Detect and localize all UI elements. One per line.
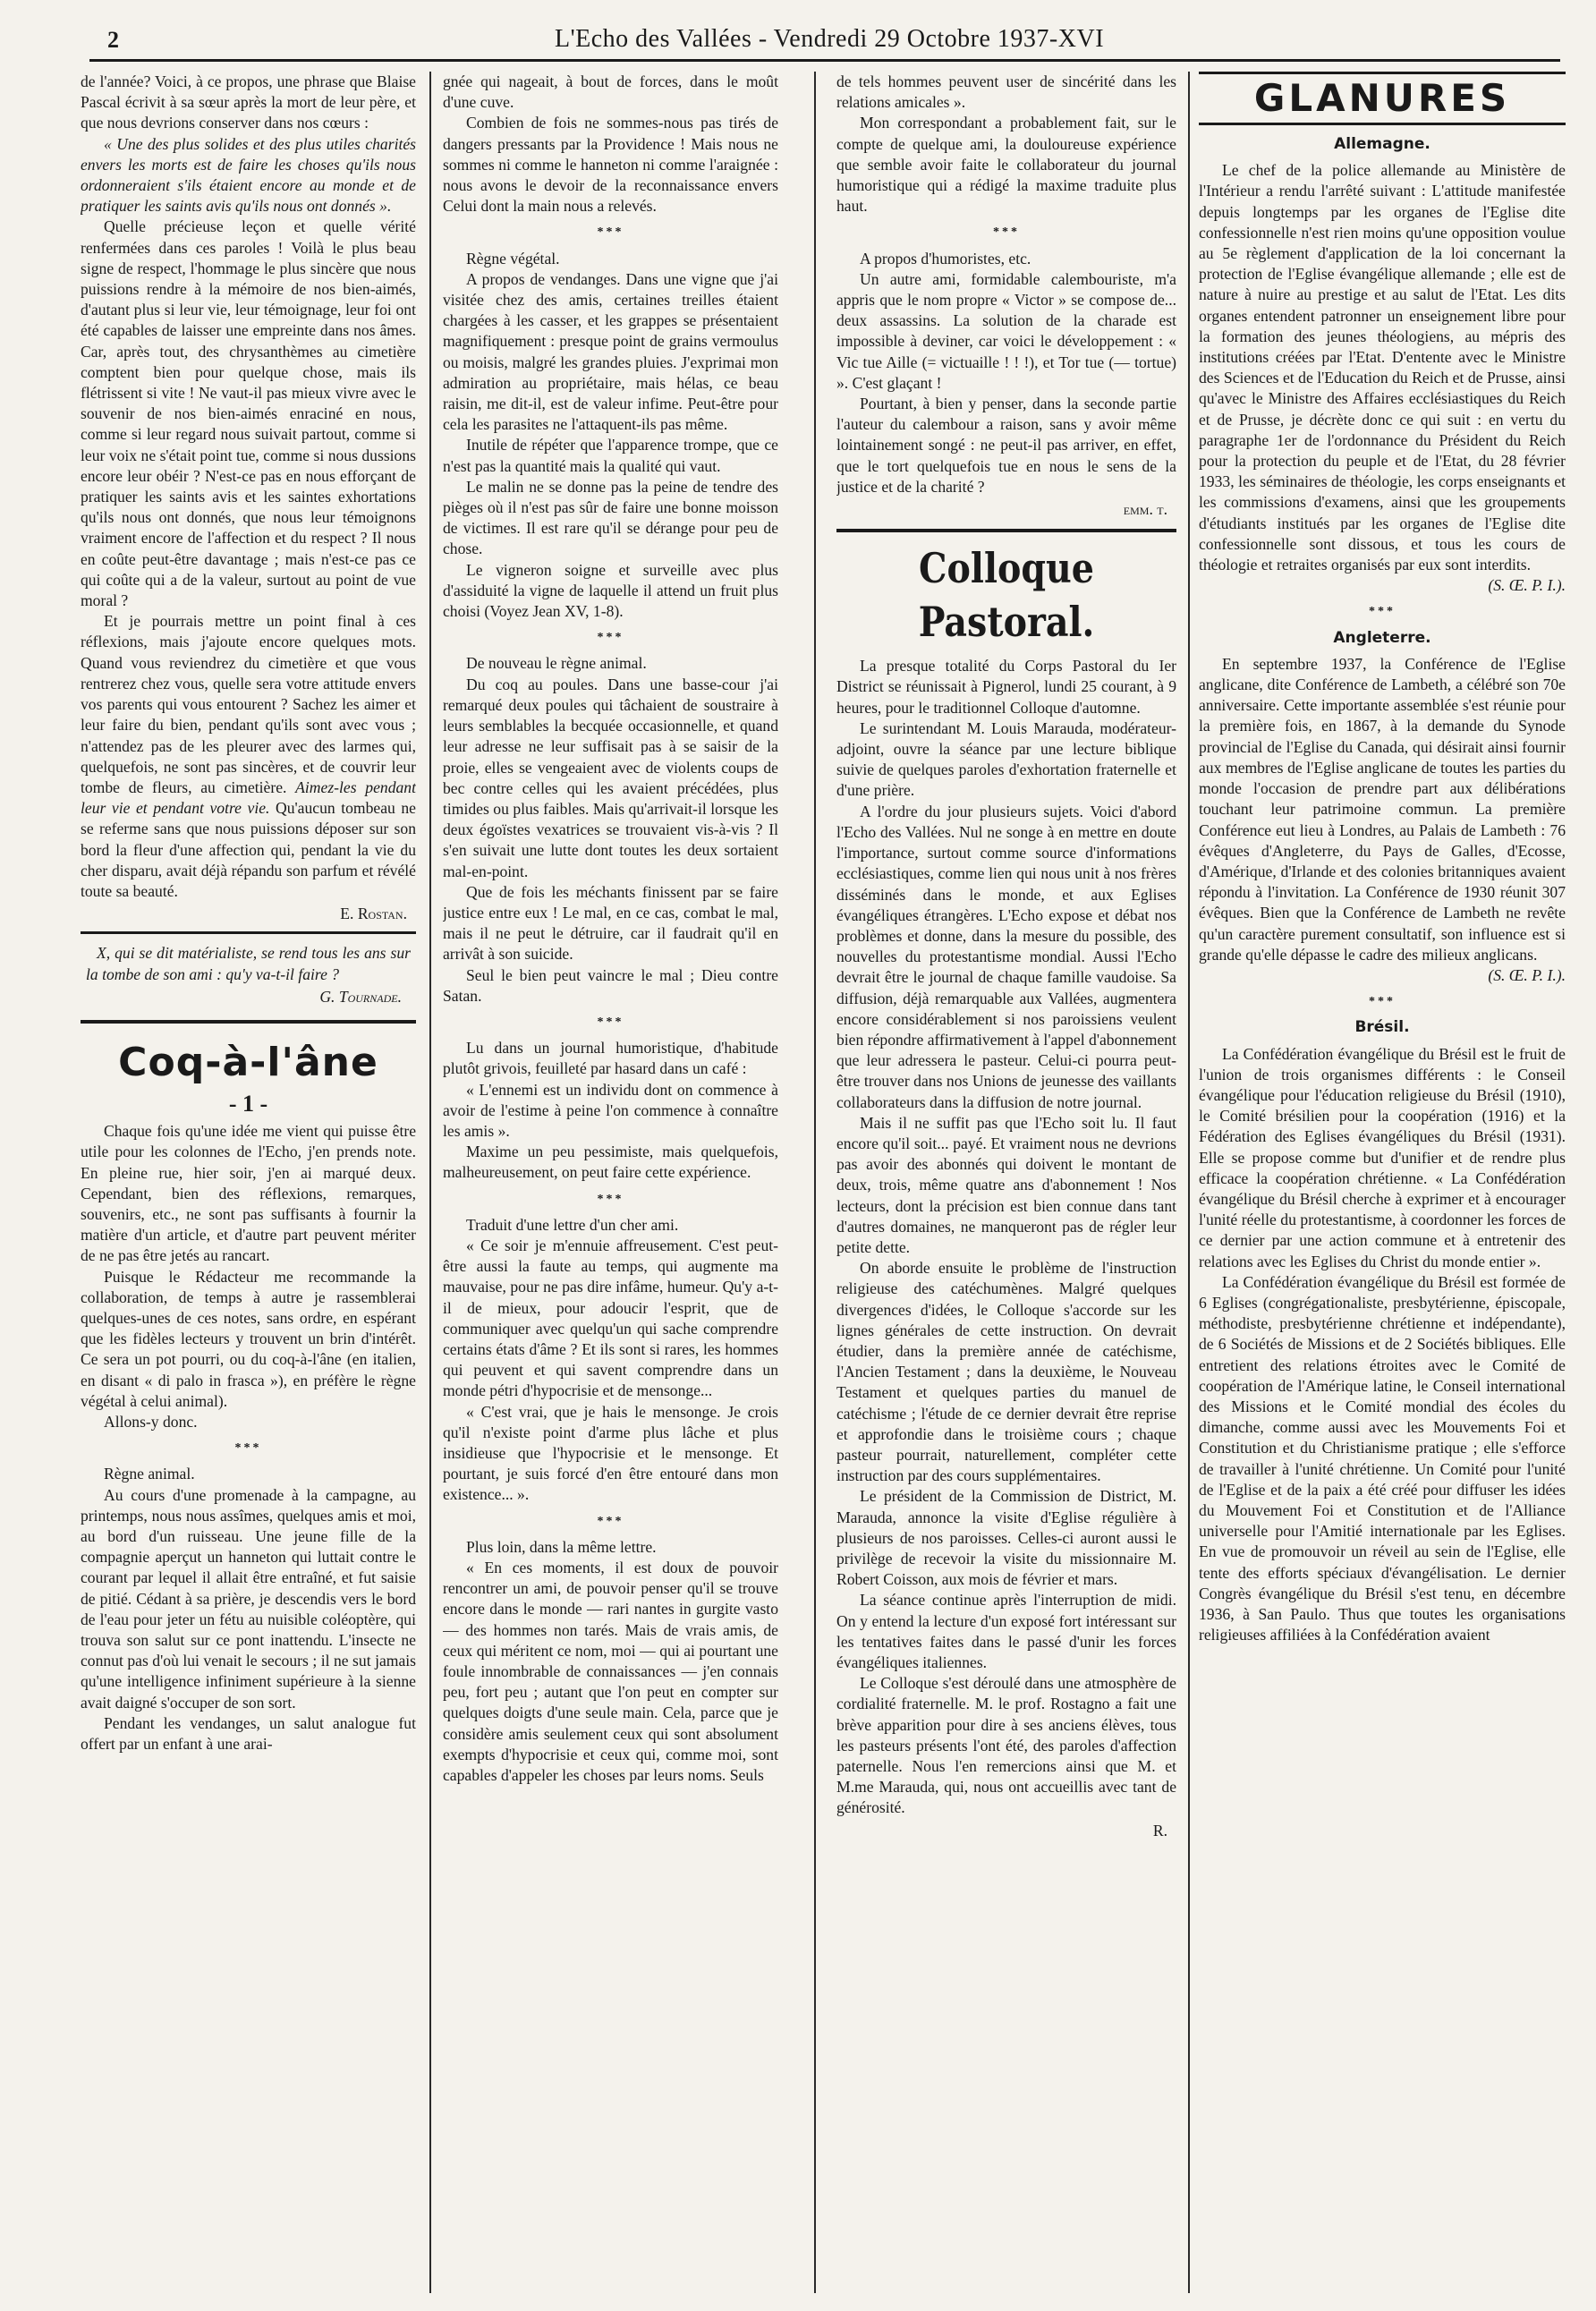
- paragraph: Seul le bien peut vaincre le mal ; Dieu contre Satan.: [443, 965, 778, 1005]
- paragraph: Allons-y donc.: [104, 1412, 198, 1431]
- source: (S. Œ. P. I.).: [1488, 576, 1566, 595]
- italic-text: Aimez-les pendant leur vie et pendant votre vie.: [81, 777, 416, 818]
- note-text: X, qui se dit matérialiste, se rend tous les ans sur la tombe de son ami : qu'y va-t-il faire ?: [86, 944, 411, 983]
- column-3: [836, 72, 1176, 2293]
- separator: ***: [597, 1192, 624, 1206]
- paragraph: gnée qui nageait, à bout de forces, dans le moût d'une cuve.: [443, 72, 778, 112]
- signature: emm. t.: [1123, 500, 1167, 519]
- section-label: Règne animal.: [104, 1465, 195, 1483]
- paragraph: A propos de vendanges. Dans une vigne que j'ai visitée chez des amis, certaines treilles étaient chargées à les casser, et les grappes se présentaient magnifiquement : presque point de grains vermoulus ou moisis, malgré les grandes pluies. J'exprimai mon admiration au propriétaire, mais hélas, ce beau raisin, me dit-il, est de valeur infime. Peut-être pour cela les parasites ne l'attaquent-ils pas même.: [443, 269, 778, 434]
- separator: ***: [1369, 605, 1396, 619]
- signature: E. Rostan.: [340, 905, 407, 923]
- coq-a-l-ane-heading: Coq-à-l'âne: [118, 1039, 378, 1085]
- column-rule: [1188, 72, 1190, 2293]
- column-rule: [429, 72, 431, 2293]
- subheading-brazil: Brésil.: [1354, 1018, 1410, 1037]
- separator: ***: [234, 1441, 262, 1456]
- separator: ***: [597, 225, 624, 240]
- paragraph: La séance continue après l'interruption de midi. On y entend la lecture d'un exposé fort intéressant sur les tentatives faites dans le passé d'unir les forces évangéliques italiennes.: [836, 1591, 1176, 1672]
- paragraph: Le surintendant M. Louis Marauda, modérateur-adjoint, ouvre la séance par une lecture biblique suivie de quelques paroles d'exhortation fraternelle et d'une prière.: [836, 718, 1176, 800]
- quote-pascal: « Une des plus solides et des plus utiles charités envers les morts est de faire les choses qu'ils nous ordonneraient s'ils étaient encore au monde et de pratiquer les saints avis qu'ils nous ont donnés ».: [81, 134, 416, 216]
- source: (S. Œ. P. I.).: [1488, 965, 1566, 984]
- paragraph: La presque totalité du Corps Pastoral du Ier District se réunissait à Pignerol, lundi 25 courant, à 9 heures, pour le traditionnel Colloque d'automne.: [836, 657, 1176, 717]
- subheading-germany: Allemagne.: [1334, 135, 1430, 153]
- paragraph: « Ce soir je m'ennuie affreusement. C'est peut-être aussi la faute au temps, qui augmente ma mauvaise, pour ne pas dire infâme, humeur. Qu'y a-t-il de mieux, pour adoucir l'esprit, que de communiquer avec quelqu'un qui sache comprendre certains états d'âme ? Et ils sont si rares, les hommes qui peuvent et qui savent comprendre dans un monde pétri d'hypocrisie et de mensonge...: [443, 1236, 778, 1400]
- divider: [836, 529, 1176, 532]
- paragraph: Pendant les vendanges, un salut analogue fut offert par un enfant à une arai-: [81, 1713, 416, 1754]
- subheading-england: Angleterre.: [1333, 628, 1431, 647]
- paragraph: Le Colloque s'est déroulé dans une atmosphère de cordialité fraternelle. M. le prof. Rostagno a fait une brève apparition pour dire à ses anciens élèves, tous les pasteurs présents l'ont été, des paroles d'affection paternelle. Nous l'en remercions ainsi que M. et M.me Marauda, qui, nous ont accueillis avec tant de générosité.: [836, 1674, 1176, 1817]
- signature: R.: [1152, 1821, 1167, 1839]
- paragraph: Le président de la Commission de District, M. Marauda, annonce la visite d'Eglise régulière à plusieurs de nos paroisses. Celles-ci auront aussi le privilège de recevoir la visite du missionnaire M. Robert Coisson, aux mois de février et mars.: [836, 1487, 1176, 1589]
- paragraph: Inutile de répéter que l'apparence trompe, que ce n'est pas la quantité mais la qualité qui vaut.: [443, 436, 778, 475]
- column-4: [1199, 72, 1566, 2293]
- paragraph: Le malin ne se donne pas la peine de tendre des pièges où il n'est pas sûr de faire une bonne moisson de victimes. Il est rare qu'il se dérange pour peu de chose.: [443, 477, 778, 558]
- column-2: [443, 72, 778, 2293]
- paragraph: Quelle précieuse leçon et quelle vérité renfermées dans ces paroles ! Voilà le plus beau signe de respect, l'hommage le plus sincère que nous puissions rendre à la mémoire de nos bien-aimés, d'autant plus si leur vie, leur témoignage, leur foi ont été capables de laisser une empreinte dans nos âmes. Car, après tout, des chrysanthèmes au cimetière comptent bien pour quelque chose, mais ils flétrissent si vite ! Ne vaut-il pas mieux vivre avec le souvenir de nos bien-aimés enraciné en nous, comme si leur regard nous suivait partout, comme si leur voix ne s'était point tue, comme si nous dussions encore leur obéir ? N'est-ce pas en nous efforçant de pratiquer les saints avis et les saintes exhortations qu'ils nous ont donnés, que nous leur témoignons vraiment encore de l'affection et du respect ? Il nous en coûte peut-être davantage ; mais n'est-ce pas ce qui coûte qui a de la valeur, surtout au point de vue moral ?: [81, 217, 416, 610]
- section-label: De nouveau le règne animal.: [466, 654, 647, 673]
- page-header: [89, 20, 1560, 62]
- colloque-heading: Colloque Pastoral.: [918, 544, 1095, 647]
- paragraph: En septembre 1937, la Conférence de l'Eglise anglicane, dite Conférence de Lambeth, a célébré son 70e anniversaire. Cette importante assemblée s'est réunie pour la première fois, en 1867, à la demande du Synode provincial de l'Eglise du Canada, qui désirait ainsi fournir aux membres de l'Eglise anglicane de toutes les parties du monde l'occasion de prendre part aux délibérations touchant leur patrimoine commun. La première Conférence eut lieu à Londres, au Palais de Lambeth : 76 évêques d'Angleterre, du Pays de Galles, d'Ecosse, d'Amérique, d'Irlande et des colonies britanniques avaient répondu à l'invitation. La Conférence de 1930 réunit 307 évêques. Bien que la Conférence de Lambeth ne revête qu'un caractère purement consultatif, son influence est si grande qu'elle dépasse le cadre des milieux anglicans.: [1199, 654, 1566, 964]
- paragraph: Le chef de la police allemande au Ministère de l'Intérieur a rendu l'arrêté suivant : L'attitude manifestée depuis longtemps par les organes de l'Eglise dite confessionnelle n'est rien moins qu'une opposition voulue au 5e règlement d'application de la loi concernant la protection de l'Eglise évangélique allemande ; elle est de nature à nuire au prestige et au salut de l'Etat. Les dits organes entendent patronner un enseignement libre pour la formation des jeunes théologiens, au mépris des institutions créées par l'Etat. D'entente avec le Ministre des Sciences et de l'Education du Reich et de Prusse, ainsi qu'avec le Ministre des Affaires ecclésiastiques du Reich et de Prusse, je décrète donc ce qui suit : en vertu du paragraphe 1er de l'ordonnance du Président du Reich pour la protection du peuple et de l'Etat, du 28 février 1933, les séminaires de théologie, les corps enseignants et les commissions d'examens, ainsi que les groupements d'étudiants institués par les organes de l'Eglise dite confessionnelle sont dissous, et tous les cours de théologie et retraites organisés par eux sont interdits.: [1199, 161, 1566, 574]
- paragraph: Pourtant, à bien y penser, dans la seconde partie l'auteur du calembour a raison, sans y avoir même lointainement songé : ne peut-il pas arriver, en effet, que le tort quelquefois tue en nous le sens de la justice et de la charité ?: [836, 395, 1176, 496]
- paragraph: de tels hommes peuvent user de sincérité dans les relations amicales ».: [836, 72, 1176, 112]
- paragraph: Au cours d'une promenade à la campagne, au printemps, nous nous assîmes, quelques amis et moi, au bord d'un ruisseau. Une jeune fille de la compagnie aperçut un hanneton qui luttait contre le courant par lequel il allait être entraîné, et fut saisie de pitié. Cédant à sa prière, je descendis vers le bord de l'eau pour jeter un fétu au nuisible coléoptère, qui trouva son salut sur ce pont inattendu. L'insecte ne connut pas d'où lui venait le secours ; il ne sut jamais qu'une intelligence infiniment supérieure à la sienne avait daigné s'occuper de son sort.: [81, 1485, 416, 1712]
- text: Qu'aucun tombeau ne se referme sans que nous puissions déposer sur son bord la fleur d'une affection qui, pendant la vie du cher disparu, avait déjà répandu son parfum et révélé toute sa beauté.: [81, 799, 416, 900]
- paragraph: de l'année? Voici, à ce propos, une phrase que Blaise Pascal écrivit à sa sœur après la mort de leur père, et que nous devrions conserver dans nos cœurs :: [81, 72, 416, 132]
- paragraph: Chaque fois qu'une idée me vient qui puisse être utile pour les colonnes de l'Echo, j'en prends note. En pleine rue, hier soir, j'en ai marqué deux. Cependant, bien des réflexions, remarques, souvenirs, etc., ne sont pas suffisants à fournir la matière d'un article, et d'autre part peuvent mériter de ne pas être jetés au rancart.: [81, 1122, 416, 1265]
- paragraph: Mais il ne suffit pas que l'Echo soit lu. Il faut encore qu'il soit... payé. Et vraiment nous ne devrions pas avoir des abonnés qui doivent le montant de deux, trois, même quatre ans d'abonnement ! Nos lecteurs, dont la précision est bien connue dans tant d'autres domaines, ne manqueront pas de régler leur petite dette.: [836, 1113, 1176, 1256]
- paragraph: Plus loin, dans la même lettre.: [466, 1537, 657, 1556]
- paragraph: A l'ordre du jour plusieurs sujets. Voici d'abord l'Echo des Vallées. Nul ne songe à en mettre en doute l'importance, surtout comme source d'informations ecclésiastiques, comme lien qui nous unit à nos frères disséminés dans le monde, et aux Eglises évangéliques étrangères. L'Echo expose et débat nos problèmes et donne, dans la mesure du possible, des nouvelles du protestantisme mondial. Aussi l'Echo devrait être le journal de chaque famille vaudoise. Sa diffusion, déjà remarquable aux Vallées, augmentera encore considérablement si nos paroissiens veulent bien répondre affirmativement à l'appel d'abonnement que leur adressera le pasteur. Celui-ci pourra peut-être trouver dans nos Unions de jeunesse des vaillants collaborateurs dans la diffusion de notre journal.: [836, 802, 1176, 1111]
- columns: [81, 72, 1569, 2293]
- paragraph: « En ces moments, il est doux de pouvoir rencontrer un ami, de pouvoir penser qu'il se trouve encore dans le monde — rari nantes in gurgite vasto — des hommes non tarés. Mais de vrais amis, de ceux qui méritent ce nom, moi — qui ai pourtant une foule innombrable de connaissances — j'en connais peu, fort peu ; autant que l'on peut en compter sur quelques doigts d'une seule main. Cela, parce que je considère amis seulement ceux qui sont absolument exempts d'hypocrisie et ceux qui, comme moi, sont capables d'appeler les choses par leurs noms. Seuls: [443, 1559, 778, 1785]
- paragraph: [81, 611, 416, 902]
- paragraph: « L'ennemi est un individu dont on commence à avoir de l'estime à peine l'on commence à connaître les amis ».: [443, 1080, 778, 1140]
- text: Et je pourrais mettre un point final à ces réflexions, mais j'ajoute encore quelques mots. Quand vous reviendrez du cimetière et que vous rentrerez chez vous, quelle sera votre attitude envers vos parents qui vous entourent ? Sachez les aimer et leur faire du bien, pendant qu'ils sont avec vous ; n'attendez pas de les pleurer avec des larmes qui, quelquefois, ne sont pas sincères, et de couvrir leur tombe de fleurs, au cimetière.: [81, 612, 416, 796]
- paragraph: Le vigneron soigne et surveille avec plus d'assiduité la vigne de laquelle il attend un fruit plus choisi (Voyez Jean XV, 1-8).: [443, 560, 778, 621]
- paragraph: Traduit d'une lettre d'un cher ami.: [466, 1215, 679, 1234]
- paragraph: On aborde ensuite le problème de l'instruction religieuse des catéchumènes. Malgré quelques divergences d'idées, le Colloque s'accorde sur les lignes générales de cette instruction. On devrait étudier, dans la première année de catéchisme, l'Ancien Testament ; dans la deuxième, le Nouveau Testament et quelques parties du manuel de catéchisme ; l'étude de ce dernier devrait être reprise et approfondie dans le troisième cours ; chaque pasteur pourrait, naturellement, compléter cette instruction par des cours supplémentaires.: [836, 1259, 1176, 1485]
- paragraph: Maxime un peu pessimiste, mais quelquefois, malheureusement, on peut faire cette expérience.: [443, 1143, 778, 1182]
- glanures-heading: GLANURES: [1199, 72, 1566, 125]
- section-label: Règne végétal.: [466, 249, 560, 268]
- separator: ***: [1369, 995, 1396, 1009]
- paragraph: Puisque le Rédacteur me recommande la collaboration, de temps à autre je rassemblerai quelques-unes de ces notes, sans ordre, en espérant que les fidèles lecteurs y trouvent un brin d'intérêt. Ce sera un pot pourri, ou du coq-à-l'âne (en italien, en disant « di palo in frasca »), en préfère le règne végétal à celui animal).: [81, 1267, 416, 1410]
- separator: ***: [993, 225, 1020, 240]
- paragraph: La Confédération évangélique du Brésil est le fruit de l'union de trois organismes différents : le Conseil évangélique pour l'éducation religieuse du Brésil (1910), le Comité brésilien pour la coopération (1916) et la Fédération des Eglises évangéliques du Brésil (1931). Elle se propose comme but d'unifier et de rendre plus efficace la coopération chrétienne. « La Confédération évangélique du Brésil cherche à exprimer et à encourager l'unité réelle du protestantisme, à coordonner les forces de ce dernier par une action commune et à entretenir des relations avec les Eglises du Christ du monde entier ».: [1199, 1044, 1566, 1270]
- paragraph: Du coq au poules. Dans une basse-cour j'ai remarqué deux poules qui tâchaient de soustraire à leurs semblables la becquée occasionnelle, et quand leur adresse ne leur suffisait pas à se saisir de la proie, elles se vengeaient avec de violents coups de bec contre celles qui les avaient précédées, plus timides ou plus faibles. Mais qu'arrivait-il lorsque les deux égoïstes vexatrices se trouvaient vis-à-vis ? Il s'en suivait une lutte dont toutes les deux sortaient mal-en-point.: [443, 675, 778, 880]
- paragraph: Lu dans un journal humoristique, d'habitude plutôt grivois, feuilleté par hasard dans un café :: [443, 1039, 778, 1078]
- paragraph: Un autre ami, formidable calembouriste, m'a appris que le nom propre « Victor » se compose de... deux assassins. La solution de la charade est impossible à deviner, car voici le développement : « Vic tue Aille (= victuaille ! ! !), et Tor tue (— tortue) ». C'est glaçant !: [836, 269, 1176, 392]
- separator: ***: [597, 631, 624, 645]
- paragraph: Combien de fois ne sommes-nous pas tirés de dangers pressants par la Providence ! Mais nous ne sommes ni comme le hanneton ni comme l'araignée : nous avons le devoir de la reconnaissance envers Celui dont la main nous a relevés.: [443, 114, 778, 216]
- note-box: [81, 931, 416, 1024]
- column-rule: [814, 72, 816, 2293]
- separator: ***: [597, 1514, 624, 1528]
- paragraph: Mon correspondant a probablement fait, sur le compte de quelque ami, la douloureuse expérience que semble avoir faite le collaborateur du journal humoristique qui a rédigé la maxime traduite plus haut.: [836, 114, 1176, 216]
- installment-number: - 1 -: [228, 1090, 268, 1117]
- page-number: 2: [107, 27, 119, 53]
- paragraph: La Confédération évangélique du Brésil est formée de 6 Eglises (congrégationaliste, presbytérienne, épiscopale, méthodiste, presbytérienne chrétienne et indépendante), de 6 Sociétés de Missions et de 2 Sociétés bibliques. Elle entretient des relations étroites avec le Comité de coopération de l'Amérique latine, le Conseil international des Missions et le Comité mondial des écoles du dimanche, comme aussi avec les Mouvements Foi et Constitution et du Christianisme pratique ; elle s'efforce de travailler à l'unité chrétienne. Un Comité pour l'unité de l'Eglise et de la paix a été créé pour diffuser les idées du Mouvement Foi et Constitution et de l'Alliance universelle pour l'Amitié internationale par les Eglises. En vue de promouvoir un réveil au sein de l'Eglise, elle tente des efforts spéciaux d'évangélisation. Le dernier Congrès évangélique du Brésil s'est tenu, en décembre 1936, à San Paulo. Thus que toutes les organisations religieuses affiliées à la Confédération avaient: [1199, 1272, 1566, 1644]
- column-1: [81, 72, 416, 2293]
- note-signature: G. Tournade.: [319, 987, 402, 1006]
- paragraph: Que de fois les méchants finissent par se faire justice entre eux ! Le mal, en ce cas, combat le mal, mais il ne peut le détruire, car il faudrait qu'il en arrivât à son suicide.: [443, 882, 778, 964]
- paragraph: « C'est vrai, que je hais le mensonge. Je crois qu'il n'existe point d'arme plus lâche et plus insidieuse que l'hypocrisie et le mensonge. Et pourtant, je suis forcé d'en être entouré dans mon existence... ».: [443, 1402, 778, 1504]
- header-title: L'Echo des Vallées - Vendredi 29 Octobre 1937-XVI: [555, 25, 1105, 53]
- paragraph: A propos d'humoristes, etc.: [860, 249, 1031, 268]
- separator: ***: [597, 1015, 624, 1029]
